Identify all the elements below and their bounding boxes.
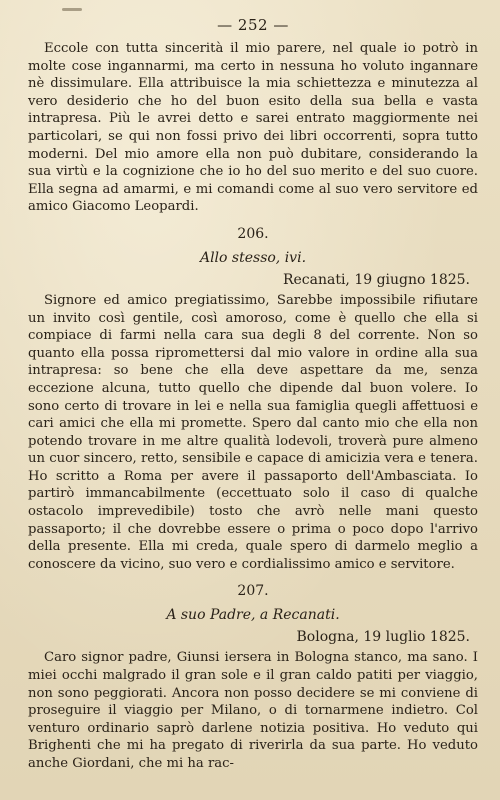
letter-body: Caro signor padre, Giunsi iersera in Bologna stanco, ma sano. I miei occhi malgrado il gran sole e il gran caldo patiti per viaggio, non sono peggiorati. Ancora non posso decidere se mi conviene di proseguire il viaggio per Milano, o di tornarmene indietro. Col venturo ordinario saprò darlene notizia positiva. Ho veduto qui Brighenti che mi ha pregato di riverirla da sua parte. Ho veduto anche Giordani, che mi ha rac- [28, 650, 478, 771]
letter-206 [28, 226, 478, 574]
letter-number: 206. [237, 225, 269, 242]
letter-207 [28, 583, 478, 772]
letter-body: Signore ed amico pregiatissimo, Sarebbe impossibile rifiutare un invito così gentile, così amoroso, come è quello che ella si compiace di farmi nella cara sua degli 8 del corrente. Non so quanto ella possa ripromettersi dal mio valore in ordine alla sua intrapresa: so bene che ella deve aspettare da me, senza eccezione alcuna, tutto quello che dipende dal buon volere. Io sono certo di trovare in lei e nella sua famiglia quegli affettuosi e cari amici che ella mi promette. Spero dal canto mio che ella non potendo trovare in me altre qualità lodevoli, troverà pure almeno un cuor sincero, retto, sensibile e capace di amicizia vera e tenera. Ho scritto a Roma per avere il passaporto dell'Ambasciata. Io partirò immancabilmente (eccettuato solo il caso di qualche ostacolo imprevedibile) tosto che avrò nelle mani questo passaporto; il che dovrebbe essere o prima o poco dopo l'arrivo della presente. Ella mi creda, quale spero di darmelo meglio a conoscere da vicino, suo vero e cordialissimo amico e servitore. [28, 292, 478, 572]
ink-mark [62, 8, 82, 11]
letter-number: 207. [237, 583, 269, 600]
letter-heading: Allo stesso, ivi. [199, 249, 307, 266]
letter-heading: A suo Padre, a Recanati. [166, 607, 340, 624]
letter-dateline: Recanati, 19 giugno 1825. [282, 271, 470, 288]
letter-dateline: Bologna, 19 luglio 1825. [296, 629, 470, 646]
intro-paragraph: Eccole con tutta sincerità il mio parere, nel quale io potrò in molte cose ingannarmi, ma certo in nessuna ho voluto ingannare nè dissimulare. Ella attribuisce la mia schiettezza e minutezza al vero desiderio che ho del buon esito della sua bella e vasta intrapresa. Più le avrei detto e sarei entrato maggiormente nei particolari, se qui non fossi privo dei libri occorrenti, sopra tutto moderni. Del mio amore ella non può dubitare, considerando la sua virtù e la cognizione che io ho del suo merito e del suo cuore. Ella segna ad amarmi, e mi comandi come al suo vero servitore ed amico Giacomo Leopardi. [28, 41, 478, 215]
page-number: — 252 — [217, 16, 289, 34]
